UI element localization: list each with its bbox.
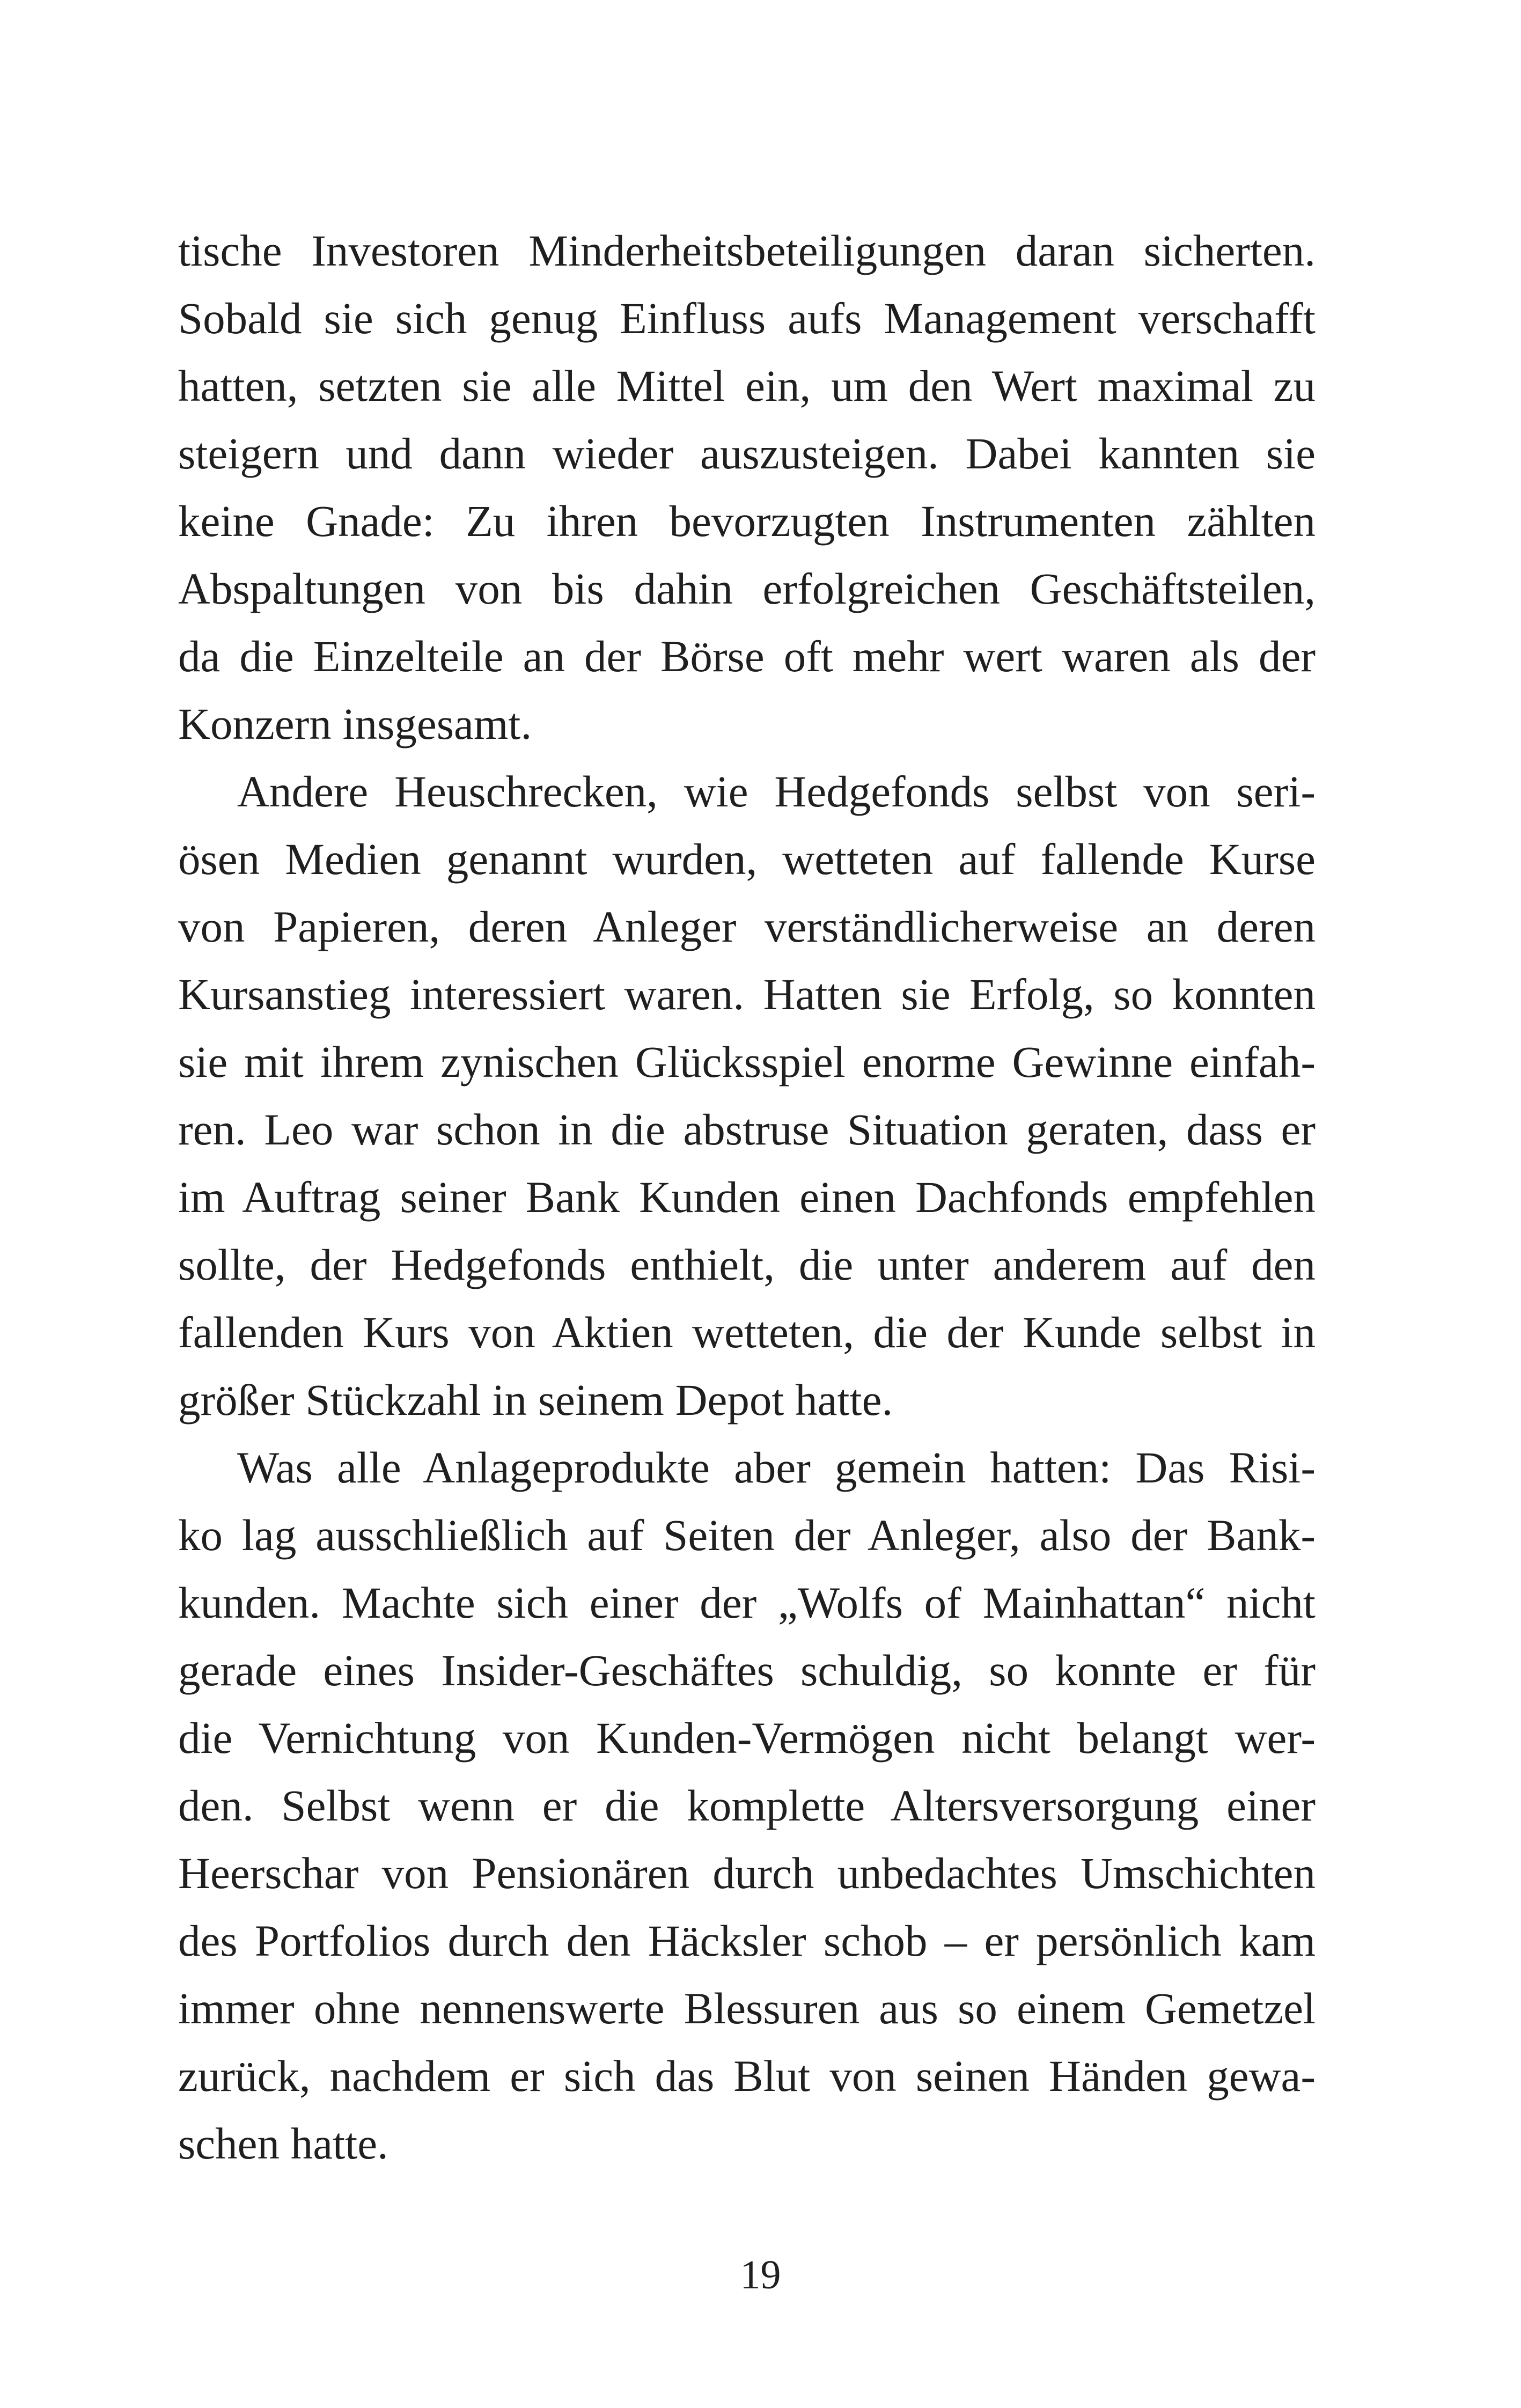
text-line: keine Gnade: Zu ihren bevorzugten Instrumenten zählten (178, 496, 1316, 546)
text-line: Sobald sie sich genug Einfluss aufs Management verschafft (178, 293, 1316, 343)
text-line: schen hatte. (178, 2119, 388, 2168)
text-line: Abspaltungen von bis dahin erfolgreichen Geschäftsteilen, (178, 564, 1316, 613)
text-line: die Vernichtung von Kunden-Vermögen nicht belangt wer- (178, 1713, 1316, 1763)
text-line: Heerschar von Pensionären durch unbedachtes Umschichten (178, 1848, 1316, 1898)
text-line: Kursanstieg interessiert waren. Hatten sie Erfolg, so konnten (178, 970, 1316, 1019)
text-line: des Portfolios durch den Häcksler schob – er persönlich kam (178, 1916, 1316, 1965)
text-line: sie mit ihrem zynischen Glücksspiel enorme Gewinne einfah- (178, 1037, 1316, 1086)
text-line: gerade eines Insider-Geschäftes schuldig, so konnte er für (178, 1646, 1316, 1695)
text-line: ösen Medien genannt wurden, wetteten auf fallende Kurse (178, 834, 1316, 884)
text-line: Andere Heuschrecken, wie Hedgefonds selbst von seri- (237, 767, 1316, 816)
text-line: fallenden Kurs von Aktien wetteten, die der Kunde selbst in (178, 1308, 1316, 1357)
text-line: größer Stückzahl in seinem Depot hatte. (178, 1375, 893, 1425)
text-line: kunden. Machte sich einer der „Wolfs of Mainhattan“ nicht (178, 1578, 1316, 1627)
text-line: immer ohne nennenswerte Blessuren aus so einem Gemetzel (178, 1984, 1316, 2033)
text-line: zurück, nachdem er sich das Blut von seinen Händen gewa- (178, 2051, 1316, 2101)
text-line: den. Selbst wenn er die komplette Altersversorgung einer (178, 1781, 1316, 1830)
text-line: ko lag ausschließlich auf Seiten der Anleger, also der Bank- (178, 1510, 1316, 1560)
text-line: ren. Leo war schon in die abstruse Situation geraten, dass er (178, 1105, 1316, 1154)
page-number: 19 (740, 2252, 781, 2297)
text-line: von Papieren, deren Anleger verständlicherweise an deren (178, 902, 1316, 951)
text-line: tische Investoren Minderheitsbeteiligungen daran sicherten. (178, 226, 1316, 275)
text-line: Was alle Anlageprodukte aber gemein hatten: Das Risi- (237, 1443, 1316, 1492)
text-line: im Auftrag seiner Bank Kunden einen Dachfonds empfehlen (178, 1172, 1316, 1222)
body-text (178, 217, 1316, 2177)
text-line: steigern und dann wieder auszusteigen. Dabei kannten sie (178, 429, 1316, 478)
text-line: sollte, der Hedgefonds enthielt, die unter anderem auf den (178, 1240, 1316, 1289)
text-line: da die Einzelteile an der Börse oft mehr wert waren als der (178, 632, 1316, 681)
text-line: hatten, setzten sie alle Mittel ein, um den Wert maximal zu (178, 361, 1316, 410)
text-line: Konzern insgesamt. (178, 699, 532, 748)
